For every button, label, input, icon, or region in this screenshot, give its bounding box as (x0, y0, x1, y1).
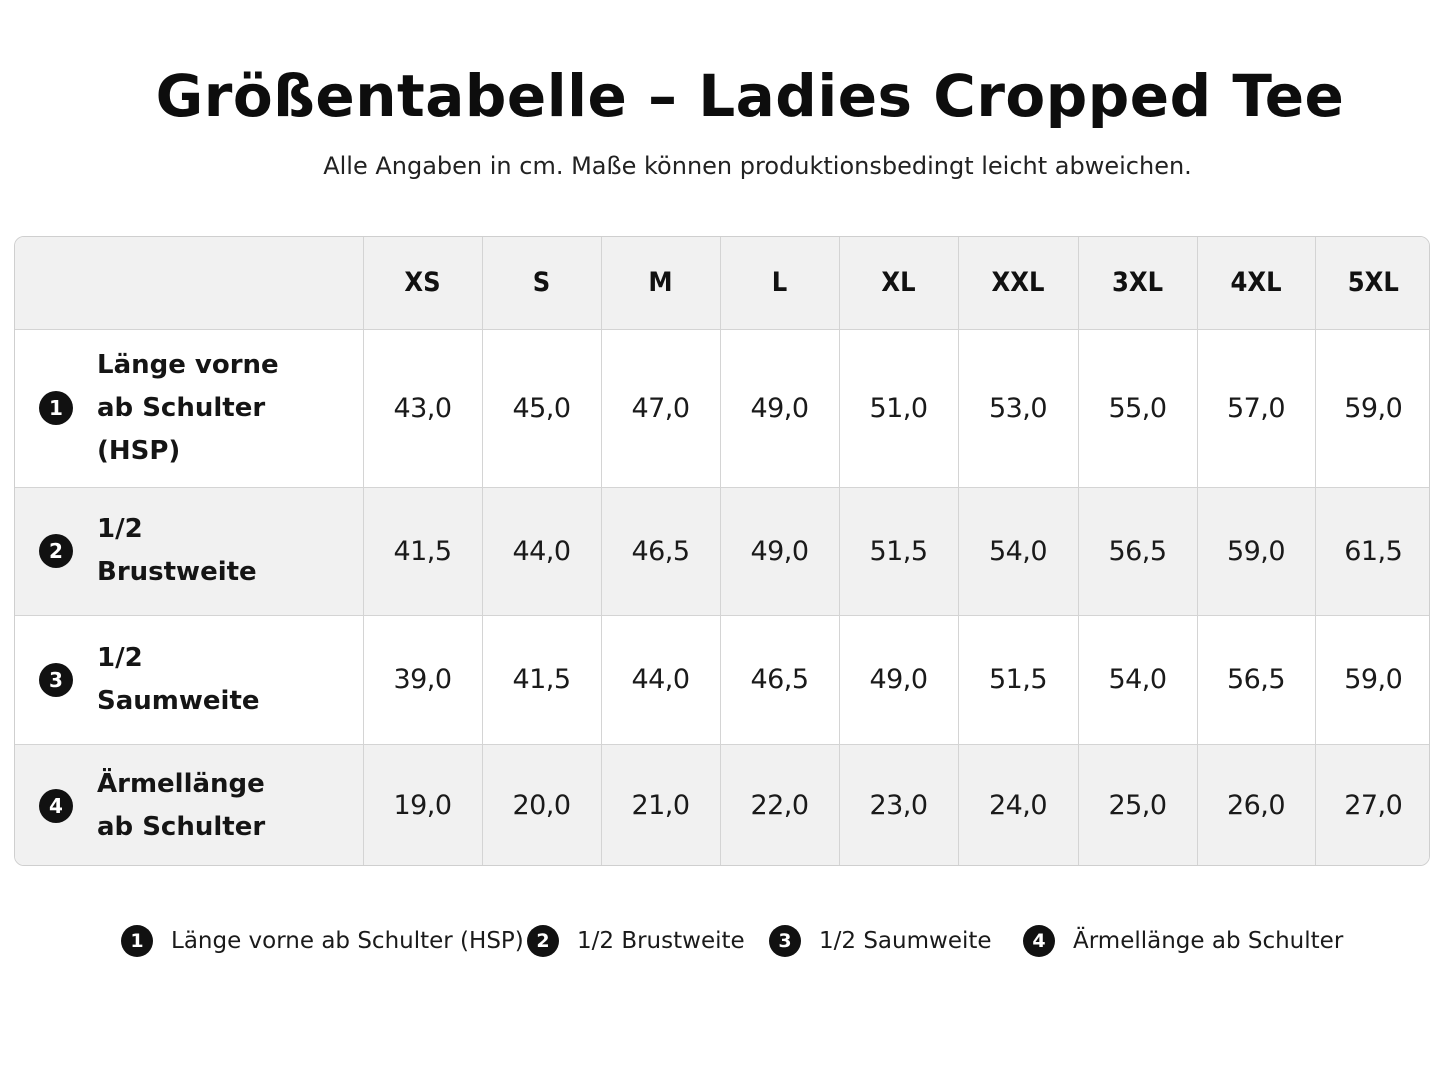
value-cell: 45,0 (482, 329, 601, 487)
row-label-brustweite: 1/2 Brustweite (97, 514, 257, 587)
value-cell: 46,5 (601, 487, 720, 615)
value-cell: 51,5 (839, 487, 958, 615)
size-header-5xl: 5XL (1315, 237, 1430, 329)
value-cell: 25,0 (1078, 744, 1197, 866)
value-cell: 49,0 (720, 487, 839, 615)
value-cell: 53,0 (958, 329, 1078, 487)
legend (0, 925, 1445, 965)
page-title: Größentabelle – Ladies Cropped Tee (155, 62, 1345, 130)
legend-label: Länge vorne ab Schulter (HSP) (171, 928, 524, 954)
value-cell: 23,0 (839, 744, 958, 866)
value-cell: 59,0 (1315, 329, 1430, 487)
row-label-saumweite: 1/2 Saumweite (97, 642, 260, 716)
size-header-row (15, 237, 1430, 329)
size-header-m: M (601, 237, 720, 329)
legend-item (769, 925, 992, 957)
legend-label: 1/2 Saumweite (819, 928, 992, 954)
value-cell: 56,5 (1197, 615, 1315, 744)
value-cell: 20,0 (482, 744, 601, 866)
value-cell: 26,0 (1197, 744, 1315, 866)
row-label-cell (15, 487, 363, 615)
value-cell: 24,0 (958, 744, 1078, 866)
value-cell: 41,5 (482, 615, 601, 744)
legend-item (121, 925, 524, 957)
size-header-xl: XL (839, 237, 958, 329)
table-row (15, 615, 1430, 744)
value-cell: 39,0 (363, 615, 482, 744)
page-subtitle: Alle Angaben in cm. Maße können produktionsbedingt leicht abweichen. (323, 152, 1192, 180)
number-badge-4: 4 (39, 789, 73, 823)
number-badge-2: 2 (527, 925, 559, 957)
value-cell: 56,5 (1078, 487, 1197, 615)
number-badge-2: 2 (39, 534, 73, 568)
size-header-xxl: XXL (958, 237, 1078, 329)
number-badge-1: 1 (39, 391, 73, 425)
value-cell: 46,5 (720, 615, 839, 744)
value-cell: 41,5 (363, 487, 482, 615)
row-label-cell (15, 329, 363, 487)
value-cell: 54,0 (958, 487, 1078, 615)
number-badge-3: 3 (39, 663, 73, 697)
size-table (15, 237, 1430, 866)
legend-item (1023, 925, 1343, 957)
value-cell: 51,5 (958, 615, 1078, 744)
value-cell: 44,0 (601, 615, 720, 744)
size-header-l: L (720, 237, 839, 329)
value-cell: 57,0 (1197, 329, 1315, 487)
value-cell: 47,0 (601, 329, 720, 487)
value-cell: 44,0 (482, 487, 601, 615)
size-header-4xl: 4XL (1197, 237, 1315, 329)
value-cell: 19,0 (363, 744, 482, 866)
row-label-laenge: Länge vorne ab Schulter (HSP) (97, 349, 279, 466)
value-cell: 49,0 (839, 615, 958, 744)
size-header-xs: XS (363, 237, 482, 329)
value-cell: 55,0 (1078, 329, 1197, 487)
corner-cell (15, 237, 363, 329)
row-label-cell (15, 615, 363, 744)
number-badge-1: 1 (121, 925, 153, 957)
value-cell: 54,0 (1078, 615, 1197, 744)
value-cell: 51,0 (839, 329, 958, 487)
value-cell: 49,0 (720, 329, 839, 487)
value-cell: 43,0 (363, 329, 482, 487)
legend-label: 1/2 Brustweite (577, 928, 745, 954)
value-cell: 27,0 (1344, 790, 1403, 822)
number-badge-4: 4 (1023, 925, 1055, 957)
value-cell: 21,0 (601, 744, 720, 866)
number-badge-3: 3 (769, 925, 801, 957)
value-cell: 61,5 (1315, 487, 1430, 615)
legend-label: Ärmellänge ab Schulter (1073, 928, 1344, 954)
table-row (15, 487, 1430, 615)
value-cell: 22,0 (720, 744, 839, 866)
size-header-s: S (482, 237, 601, 329)
value-cell: 59,0 (1197, 487, 1315, 615)
table-row (15, 744, 1430, 866)
row-label-aermellaenge: Ärmellänge ab Schulter (97, 768, 266, 842)
table-row (15, 329, 1430, 487)
row-label-cell (15, 744, 363, 866)
value-cell: 59,0 (1315, 615, 1430, 744)
size-table-container (14, 236, 1430, 866)
legend-item (527, 925, 745, 957)
size-header-3xl: 3XL (1078, 237, 1197, 329)
